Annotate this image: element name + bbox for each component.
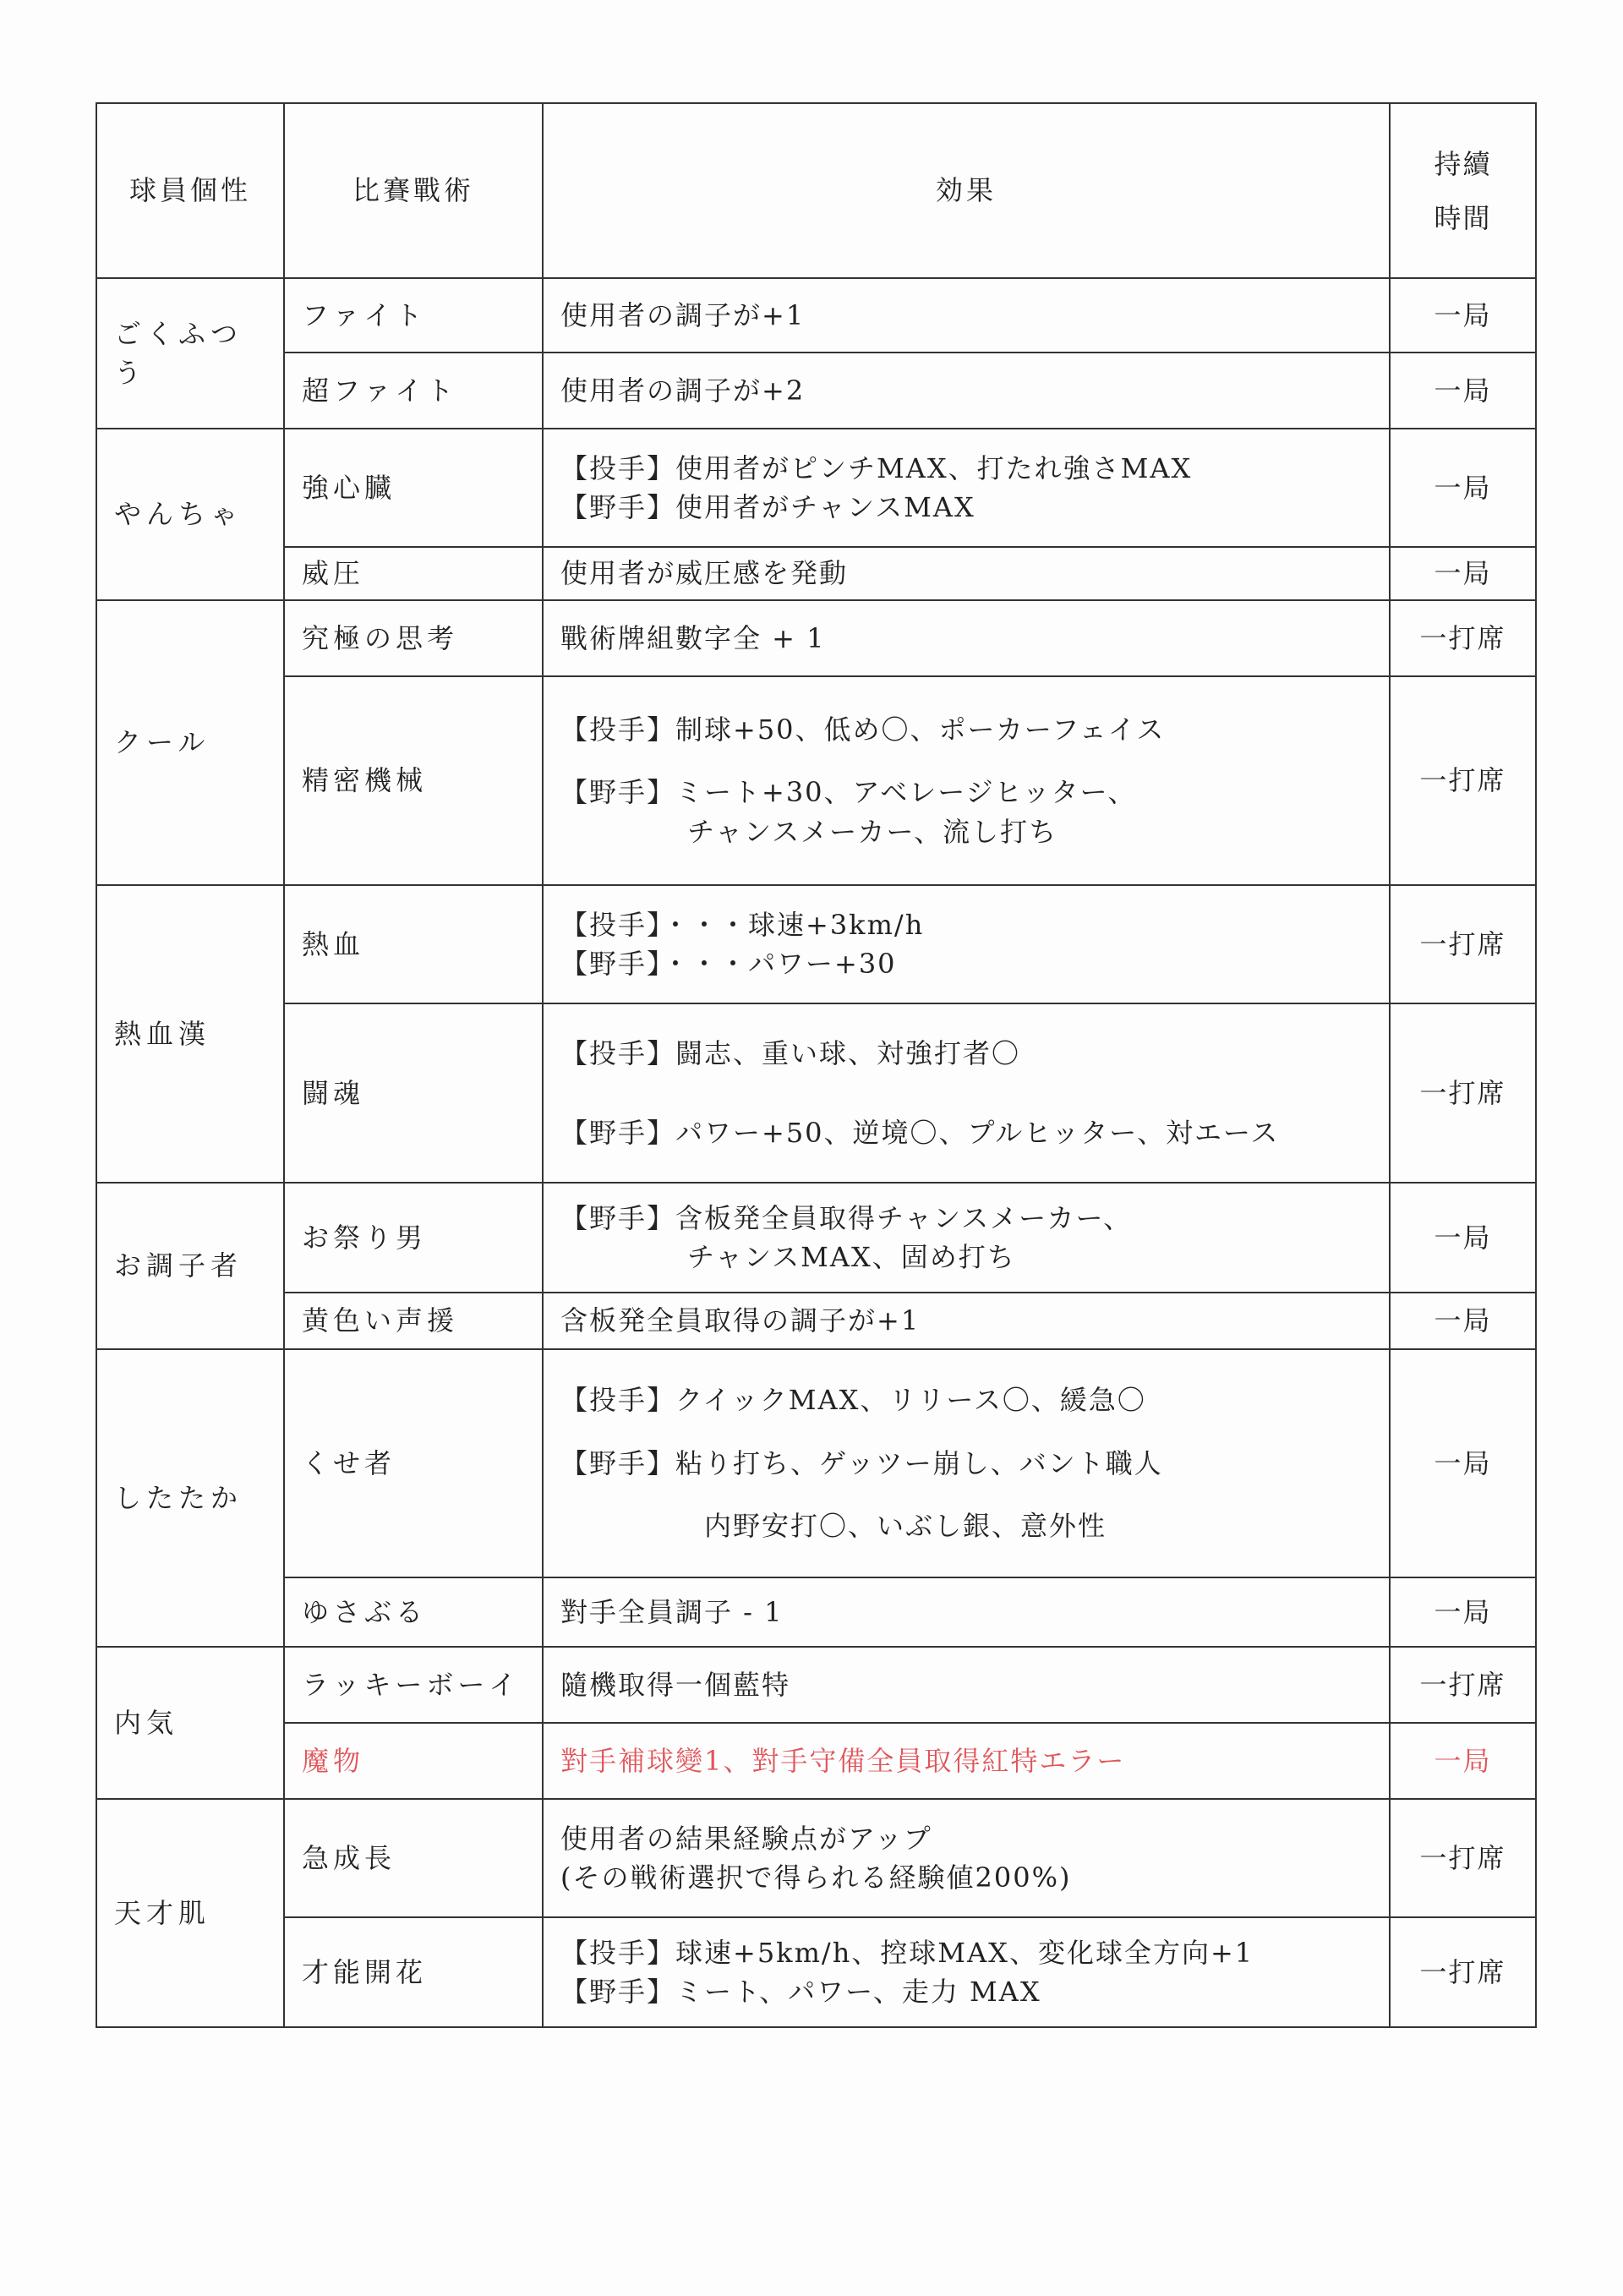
table-row [96, 600, 1536, 676]
effect-cell [543, 1183, 1390, 1293]
duration-cell: 一局 [1390, 353, 1536, 429]
duration-cell: 一局 [1390, 547, 1536, 600]
effect-line: 【野手】ミート、パワー、走力 MAX [560, 1976, 1041, 2008]
effect-line: 内野安打〇、いぶし銀、意外性 [704, 1510, 1107, 1543]
table-row [96, 676, 1536, 885]
header-duration-line2: 時間 [1434, 201, 1492, 234]
table-row [96, 429, 1536, 547]
effect-line: 使用者が威圧感を発動 [560, 557, 849, 590]
effect-cell [543, 1577, 1390, 1647]
trait-cell: お調子者 [96, 1183, 284, 1349]
effect-line: チャンスメーカー、流し打ち [687, 815, 1058, 848]
effect-cell [543, 1293, 1390, 1349]
table-row [96, 1183, 1536, 1293]
tactic-cell: 強心臓 [284, 429, 543, 547]
tactic-cell: お祭り男 [284, 1183, 543, 1293]
effect-cell [543, 1003, 1390, 1183]
tactic-cell: 究極の思考 [284, 600, 543, 676]
header-trait: 球員個性 [96, 103, 284, 278]
effect-line: 使用者の調子が+1 [560, 298, 806, 331]
effect-cell [543, 1647, 1390, 1723]
effect-line: 使用者の調子が+2 [560, 374, 806, 407]
table-row [96, 547, 1536, 600]
duration-cell: 一打席 [1390, 1003, 1536, 1183]
duration-cell: 一打席 [1390, 1647, 1536, 1723]
duration-cell: 一局 [1390, 278, 1536, 353]
table-row [96, 1003, 1536, 1183]
header-tactic: 比賽戰術 [284, 103, 543, 278]
duration-cell-highlighted: 一局 [1390, 1723, 1536, 1799]
table-row [96, 278, 1536, 353]
tactic-cell: 急成長 [284, 1799, 543, 1917]
tactic-cell: 才能開花 [284, 1917, 543, 2027]
trait-cell: クール [96, 600, 284, 885]
effect-line: 【投手】使用者がピンチMAX、打たれ強さMAX [560, 451, 1193, 484]
tactic-cell: 精密機械 [284, 676, 543, 885]
effect-line: 【投手】闘志、重い球、対強打者〇 [560, 1036, 1021, 1069]
duration-cell: 一打席 [1390, 600, 1536, 676]
effect-cell [543, 1799, 1390, 1917]
header-duration [1390, 103, 1536, 278]
effect-line: 【野手】パワー+50、逆境〇、プルヒッター、対エース [560, 1117, 1280, 1149]
effect-line: 【野手】使用者がチャンスMAX [560, 491, 975, 523]
effect-cell [543, 885, 1390, 1003]
effect-line: (その戦術選択で得られる経験値200%) [560, 1861, 1072, 1894]
effect-cell-highlighted [543, 1723, 1390, 1799]
trait-cell: したたか [96, 1349, 284, 1647]
effect-line: 【投手】クイックMAX、リリース〇、緩急〇 [560, 1384, 1146, 1417]
tactic-cell: 闘魂 [284, 1003, 543, 1183]
table-row [96, 353, 1536, 429]
duration-cell: 一局 [1390, 1349, 1536, 1577]
header-duration-line1: 持續 [1434, 147, 1492, 180]
header-row [96, 103, 1536, 278]
effect-cell [543, 676, 1390, 885]
effect-line: 【野手】含板発全員取得チャンスメーカー、 [560, 1201, 1133, 1234]
duration-cell: 一局 [1390, 1293, 1536, 1349]
effect-line: 對手全員調子 - 1 [560, 1595, 784, 1628]
tactic-cell: 威圧 [284, 547, 543, 600]
table-row [96, 1799, 1536, 1917]
effect-line: 含板発全員取得の調子が+1 [560, 1304, 921, 1337]
tactic-cell: 超ファイト [284, 353, 543, 429]
table-row [96, 1917, 1536, 2027]
duration-cell: 一局 [1390, 1577, 1536, 1647]
table-row [96, 1723, 1536, 1799]
table-row [96, 885, 1536, 1003]
effect-line: チャンスMAX、固め打ち [687, 1241, 1016, 1273]
duration-cell: 一打席 [1390, 885, 1536, 1003]
effect-cell [543, 429, 1390, 547]
header-effect: 効果 [543, 103, 1390, 278]
effect-cell [543, 547, 1390, 600]
tactic-cell: ゆさぶる [284, 1577, 543, 1647]
effect-line: 【野手】粘り打ち、ゲッツー崩し、バント職人 [560, 1446, 1163, 1479]
effect-line: 使用者の結果経験点がアップ [560, 1822, 932, 1855]
effect-line: 【投手】制球+50、低め〇、ポーカーフェイス [560, 713, 1166, 746]
effect-line: 對手補球變1、對手守備全員取得紅特エラー [560, 1744, 1126, 1777]
tactic-cell: ラッキーボーイ [284, 1647, 543, 1723]
effect-line: 隨機取得一個藍特 [560, 1668, 791, 1701]
duration-cell: 一打席 [1390, 1799, 1536, 1917]
trait-cell: やんちゃ [96, 429, 284, 600]
duration-cell: 一局 [1390, 1183, 1536, 1293]
trait-cell: ごくふつう [96, 278, 284, 429]
tactic-cell: 熱血 [284, 885, 543, 1003]
table-row [96, 1647, 1536, 1723]
trait-cell: 熱血漢 [96, 885, 284, 1183]
tactic-cell: 黄色い声援 [284, 1293, 543, 1349]
effect-line: 【投手】球速+5km/h、控球MAX、変化球全方向+1 [560, 1936, 1254, 1969]
tactic-cell-highlighted: 魔物 [284, 1723, 543, 1799]
effect-cell [543, 353, 1390, 429]
effect-line: 【野手】ミート+30、アベレージヒッター、 [560, 776, 1137, 809]
trait-cell: 内気 [96, 1647, 284, 1799]
tactic-cell: くせ者 [284, 1349, 543, 1577]
effect-cell [543, 1349, 1390, 1577]
duration-cell: 一打席 [1390, 676, 1536, 885]
effect-line: 【投手】・・・球速+3km/h [560, 908, 925, 941]
tactics-table [96, 102, 1537, 2028]
duration-cell: 一打席 [1390, 1917, 1536, 2027]
trait-cell: 天才肌 [96, 1799, 284, 2027]
effect-line: 【野手】・・・パワー+30 [560, 948, 897, 980]
effect-cell [543, 1917, 1390, 2027]
table-row [96, 1577, 1536, 1647]
effect-cell [543, 600, 1390, 676]
effect-cell [543, 278, 1390, 353]
tactic-cell: ファイト [284, 278, 543, 353]
table-row [96, 1293, 1536, 1349]
duration-cell: 一局 [1390, 429, 1536, 547]
effect-line: 戰術牌組數字全 + 1 [560, 621, 826, 654]
table-row [96, 1349, 1536, 1577]
